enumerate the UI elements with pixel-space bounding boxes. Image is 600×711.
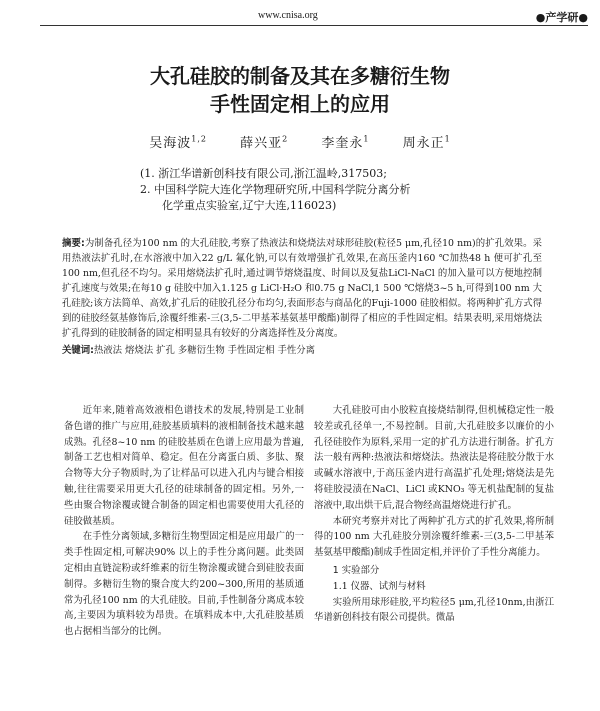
paragraph: 大孔硅胶可由小胶粒直接烧结制得,但机械稳定性一般较差或孔径单一,不易控制。目前,大孔硅胶多以廉价的小孔径硅胶作为原料,采用一定的扩孔方法进行制备。扩孔方法一般有两种:热液法和熔烧法。热液法是将硅胶分散于水或碱水溶液中,于高压釜内进行高温扩孔处理;熔烧法是先将硅胶浸渍在NaCl、LiCl 或KNO₃ 等无机盐配制的复盐溶液中,取出烘干后,混合物经高温熔烧进行扩孔。 bbox=[314, 405, 554, 511]
left-column bbox=[64, 403, 304, 640]
author-list bbox=[100, 132, 500, 151]
author: 周永正$^1$ bbox=[402, 134, 451, 151]
keywords-label: 关键词: bbox=[62, 345, 94, 356]
author: 吴海波$^{1,2}$ bbox=[149, 134, 207, 151]
section-tag: ●产学研● bbox=[535, 11, 588, 24]
author: 薛兴亚$^2$ bbox=[240, 134, 289, 151]
title-line-1: 大孔硅胶的制备及其在多糖衍生物 bbox=[150, 64, 450, 88]
abstract-label: 摘要: bbox=[62, 238, 85, 249]
title-line-2: 手性固定相上的应用 bbox=[210, 92, 390, 116]
section-heading: 1 实验部分 bbox=[332, 564, 380, 576]
affiliation-line: (1. 浙江华谱新创科技有限公司,浙江温岭,317503; bbox=[140, 167, 387, 180]
paragraph: 在手性分离领域,多糖衍生物型固定相是应用最广的一类手性固定相,可解决90% 以上的手性分离问题。此类固定相由直链淀粉或纤维素的衍生物涂覆或键合到硅胶表面制得。多糖衍生物的聚合度大约200~300,所用的基质通常为孔径100 nm 的大孔硅胶。目前,手性制备分离成本较高,主要因为填料较为昂贵。在填料成本中,大孔硅胶基质也占据相当部分的比例。 bbox=[64, 531, 304, 638]
header-rule bbox=[40, 25, 588, 26]
author: 李奎永$^1$ bbox=[321, 134, 370, 151]
right-column bbox=[314, 403, 554, 626]
abstract-text: 为制备孔径为100 nm 的大孔硅胶,考察了热液法和烧烧法对球形硅胶(粒径5 μm,孔径10 nm)的扩孔效果。采用热液法扩孔时,在水溶液中加入22 g/L 氟化钠,可以有效增强扩孔效果,在高压釜内160 ℃加热48 h 便可扩孔至100 nm,但孔径不均匀。采用熔烧法扩孔时,通过调节熔烧温度、时间以及复盐LiCl-NaCl 的加入量可以方便地控制扩孔速度与效果;在每10 g 硅胶中加入1.125 g LiCl·H₂O 和0.75 g NaCl,1 500 ℃熔烧3~5 h,可得到100 nm 大孔硅胶;该方法简单、高效,扩孔后的硅胶孔径分布均匀,表面形态与商品化的Fuji-1000 硅胶相似。将两种扩孔方式得到的硅胶经氨基修饰后,涂覆纤维素-三(3,5-二甲基苯基氨基甲酸酯)制得了相应的手性固定相。结果表明,采用熔烧法扩孔得到的硅胶制备的固定相明显具有较好的分离选择性及分离度。 bbox=[62, 238, 543, 339]
affiliation-line: 化学重点实验室,辽宁大连,116023) bbox=[162, 199, 337, 212]
site-url: www.cnisa.org bbox=[258, 10, 318, 21]
paragraph: 本研究考察并对比了两种扩孔方式的扩孔效果,将所制得的100 nm 大孔硅胶分别涂覆纤维素-三(3,5-二甲基苯基氨基甲酸酯)制成手性固定相,并评价了手性分离能力。 bbox=[314, 515, 554, 559]
page-header bbox=[0, 6, 600, 28]
affiliation-line: 2. 中国科学院大连化学物理研究所,中国科学院分离分析 bbox=[140, 183, 411, 196]
paragraph: 实验所用球形硅胶,平均粒径5 μm,孔径10nm,由浙江华谱新创科技有限公司提供。微晶 bbox=[314, 596, 554, 624]
abstract bbox=[62, 236, 542, 358]
paragraph: 近年来,随着高效液相色谱技术的发展,特别是工业制备色谱的推广与应用,硅胶基质填料的液相制备技术越来越成熟。孔径8~10 nm 的硅胶基质在色谱上应用最为普遍,制备工艺也相对简单、稳定。但在分离蛋白质、多肽、聚合物等大分子物质时,为了让样品可以进入孔内与键合相接触,往往需要采用更大孔径的硅球制备的固定相。另外,一些由聚合物涂覆或键合制备的固定相也需要使用大孔径的硅胶做基质。 bbox=[64, 405, 304, 527]
affiliations bbox=[140, 166, 480, 214]
subsection-heading: 1.1 仪器、试剂与材料 bbox=[332, 580, 426, 592]
paper-title bbox=[60, 62, 540, 118]
keywords-text: 热液法 熔烧法 扩孔 多糖衍生物 手性固定相 手性分离 bbox=[93, 345, 316, 356]
